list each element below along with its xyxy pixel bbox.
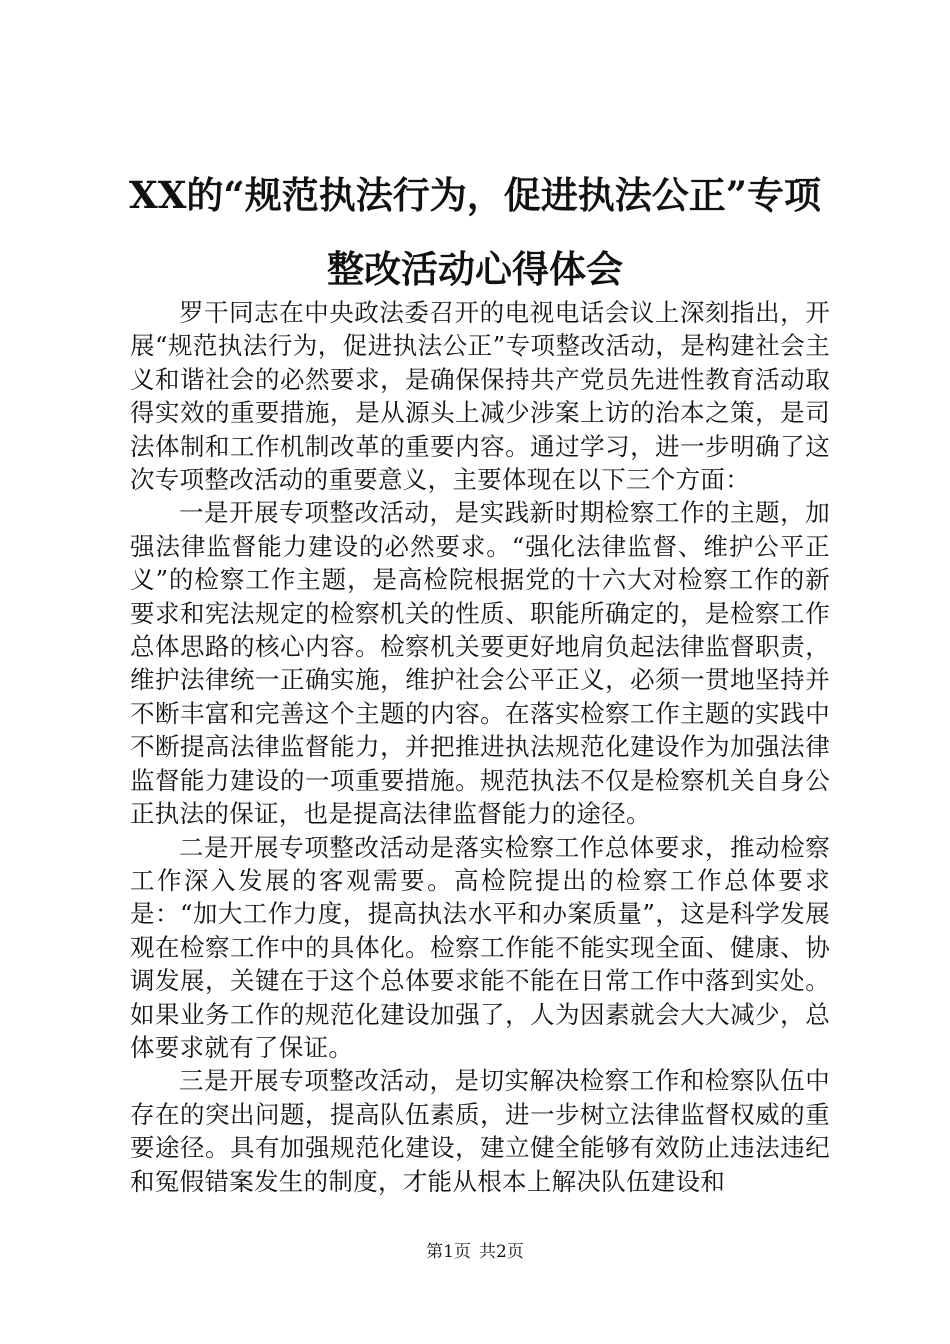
page-number: 第1页 [426, 1242, 471, 1262]
page-total: 共2页 [479, 1242, 524, 1262]
title-line-2: 整改活动心得体会 [327, 247, 623, 291]
document-body [130, 296, 830, 1198]
paragraph-point-three: 三是开展专项整改活动，是切实解决检察工作和检察队伍中存在的突出问题，提高队伍素质，进一步树立法律监督权威的重要途径。具有加强规范化建设，建立健全能够有效防止违法违纪和冤假错案发生的制度，才能从根本上解决队伍建设和 [130, 1066, 830, 1196]
paragraph-intro: 罗干同志在中央政法委召开的电视电话会议上深刻指出，开展“规范执法行为，促进执法公正”专项整改活动，是构建社会主义和谐社会的必然要求，是确保保持共产党员先进性教育活动取得实效的重要措施，是从源头上减少涉案上访的治本之策，是司法体制和工作机制改革的重要内容。通过学习，进一步明确了这次专项整改活动的重要意义，主要体现在以下三个方面： [130, 298, 830, 495]
document-title [100, 158, 850, 306]
paragraph-point-two: 二是开展专项整改活动是落实检察工作总体要求，推动检察工作深入发展的客观需要。高检院提出的检察工作总体要求是：“加大工作力度，提高执法水平和办案质量”，这是科学发展观在检察工作中的具体化。检察工作能不能实现全面、健康、协调发展，关键在于这个总体要求能不能在日常工作中落到实处。如果业务工作的规范化建设加强了，人为因素就会大大减少，总体要求就有了保证。 [130, 832, 830, 1062]
page-footer [0, 1240, 950, 1264]
title-line-1: XX的“规范执法行为，促进执法公正”专项 [129, 173, 821, 217]
paragraph-point-one: 一是开展专项整改活动，是实践新时期检察工作的主题，加强法律监督能力建设的必然要求。“强化法律监督、维护公平正义”的检察工作主题，是高检院根据党的十六大对检察工作的新要求和宪法规定的检察机关的性质、职能所确定的，是检察工作总体思路的核心内容。检察机关要更好地肩负起法律监督职责，维护法律统一正确实施，维护社会公平正义，必须一贯地坚持并不断丰富和完善这个主题的内容。在落实检察工作主题的实践中不断提高法律监督能力，并把推进执法规范化建设作为加强法律监督能力建设的一项重要措施。规范执法不仅是检察机关自身公正执法的保证，也是提高法律监督能力的途径。 [130, 498, 831, 829]
